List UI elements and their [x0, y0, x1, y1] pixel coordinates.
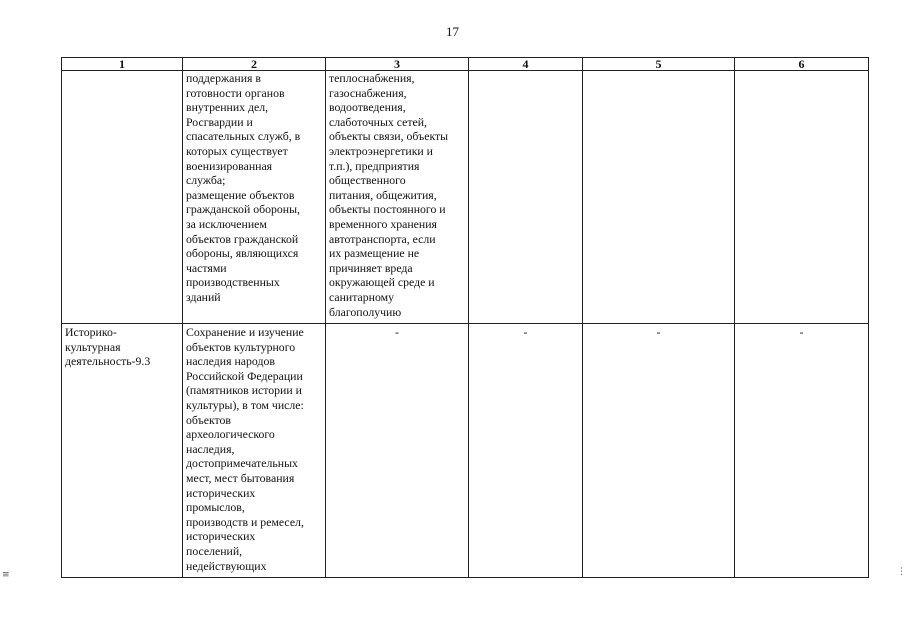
column-header-5: 5	[583, 58, 735, 71]
table-cell-col6	[735, 71, 869, 324]
column-header-3: 3	[326, 58, 469, 71]
table-cell-col4	[469, 71, 583, 324]
table-cell-activity	[62, 71, 183, 324]
table-cell-col5	[583, 71, 735, 324]
table-cell-col6: -	[735, 324, 869, 578]
left-edge-mark: ≡	[2, 570, 10, 580]
table-row	[62, 71, 869, 324]
table-row	[62, 324, 869, 578]
table-cell-description: поддержания в готовности органов внутренних дел, Росгвардии и спасательных служб, в которых существует военизированная служба; размещение объектов гражданской обороны, за исключением объектов гражданской обороны, являющихся частями производственных зданий	[183, 71, 326, 324]
column-header-2: 2	[183, 58, 326, 71]
regulation-table	[61, 57, 869, 578]
table-cell-activity: Историко- культурная деятельность-9.3	[62, 324, 183, 578]
column-header-1: 1	[62, 58, 183, 71]
table-cell-col5: -	[583, 324, 735, 578]
table-header-row	[62, 58, 869, 71]
table-cell-description: Сохранение и изучение объектов культурного наследия народов Российской Федерации (памятников истории и культуры), в том числе: объектов археологического наследия, достопримечательных мест, мест бытования исторических промыслов, производств и ремесел, исторических поселений, недействующих	[183, 324, 326, 578]
column-header-6: 6	[735, 58, 869, 71]
column-header-4: 4	[469, 58, 583, 71]
table-cell-col4: -	[469, 324, 583, 578]
table-cell-col3: -	[326, 324, 469, 578]
table-cell-col3: теплоснабжения, газоснабжения, водоотведения, слаботочных сетей, объекты связи, объекты электроэнергетики и т.п.), предприятия общественного питания, общежития, объекты постоянного и временного хранения автотранспорта, если их размещение не причиняет вреда окружающей среде и санитарному благополучию	[326, 71, 469, 324]
page-number: 17	[446, 24, 459, 39]
right-edge-mark: ⋮	[897, 567, 906, 577]
